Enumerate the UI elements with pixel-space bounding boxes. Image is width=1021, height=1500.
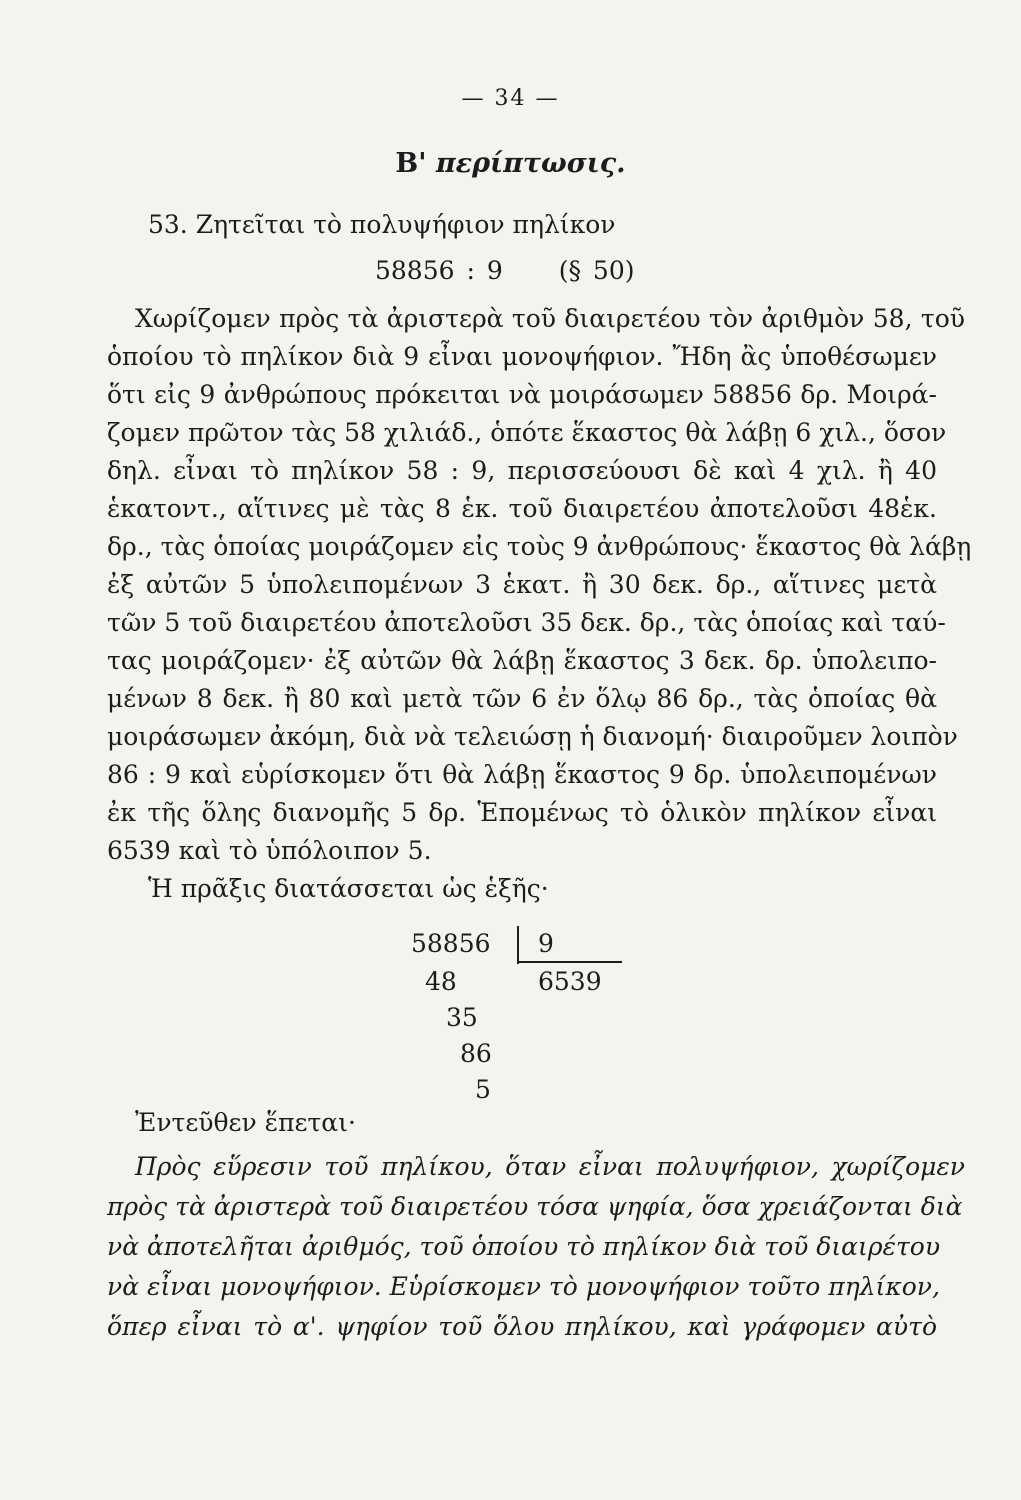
arrangement-intro: Ἡ πρᾶξις διατάσσεται ὡς ἑξῆς· [148, 874, 549, 903]
explanation-line: τῶν 5 τοῦ διαιρετέου ἀποτελοῦσι 35 δεκ. δρ., τὰς ὁποίας καὶ ταύ- [107, 608, 946, 637]
case-heading-prefix: Β' [395, 148, 427, 179]
problem-statement: 53. Ζητεῖται τὸ πολυψήφιον πηλίκον [148, 210, 616, 239]
explanation-line: Χωρίζομεν πρὸς τὰ ἀριστερὰ τοῦ διαιρετέου τὸν ἀριθμὸν 58, τοῦ [135, 304, 965, 333]
rule-line: νὰ εἶναι μονοψήφιον. Εὑρίσκομεν τὸ μονοψήφιον τοῦτο πηλίκον, [107, 1272, 940, 1301]
rule-line: Πρὸς εὕρεσιν τοῦ πηλίκου, ὅταν εἶναι πολυψήφιον, χωρίζομεν [135, 1152, 965, 1181]
explanation-line: ἐξ αὐτῶν 5 ὑπολειπομένων 3 ἑκατ. ἢ 30 δεκ. δρ., αἵτινες μετὰ [107, 570, 937, 599]
explanation-line: ζομεν πρῶτον τὰς 58 χιλιάδ., ὁπότε ἕκαστος θὰ λάβῃ 6 χιλ., ὅσον [107, 418, 947, 447]
explanation-line: ἐκ τῆς ὅλης διανομῆς 5 δρ. Ἑπομένως τὸ ὁλικὸν πηλίκον εἶναι [107, 798, 937, 827]
section-reference: (§ 50) [558, 256, 635, 285]
rule-line: νὰ ἀποτελῆται ἀριθμός, τοῦ ὁποίου τὸ πηλίκον διὰ τοῦ διαιρέτου [107, 1232, 941, 1261]
division-divisor: 9 [538, 929, 554, 958]
explanation-line: δρ., τὰς ὁποίας μοιράζομεν εἰς τοὺς 9 ἀνθρώπους· ἕκαστος θὰ λάβῃ [107, 532, 972, 561]
explanation-line: 6539 καὶ τὸ ὑπόλοιπον 5. [107, 836, 432, 865]
division-step: 86 [460, 1039, 492, 1068]
conclusion-intro: Ἐντεῦθεν ἕπεται· [135, 1108, 356, 1137]
division-step: 48 [425, 967, 457, 996]
explanation-line: ὁποίου τὸ πηλίκον διὰ 9 εἶναι μονοψήφιον. Ἤδη ἂς ὑποθέσωμεν [107, 342, 937, 371]
division-remainder: 5 [475, 1075, 491, 1104]
explanation-line: τας μοιράζομεν· ἐξ αὐτῶν θὰ λάβῃ ἕκαστος 3 δεκ. δρ. ὑπολειπο- [107, 646, 937, 675]
explanation-line: μοιράσωμεν ἀκόμη, διὰ νὰ τελειώσῃ ἡ διανομή· διαιροῦμεν λοιπὸν [107, 722, 958, 751]
rule-line: πρὸς τὰ ἀριστερὰ τοῦ διαιρετέου τόσα ψηφία, ὅσα χρειάζονται διὰ [107, 1192, 963, 1221]
page-number: — 34 — [461, 86, 560, 111]
case-heading [0, 148, 1021, 179]
division-vertical-bar [517, 926, 519, 964]
division-underline [517, 961, 622, 963]
rule-line: ὅπερ εἶναι τὸ α'. ψηφίον τοῦ ὅλου πηλίκου, καὶ γράφομεν αὐτὸ [107, 1312, 937, 1341]
explanation-line: ὅτι εἰς 9 ἀνθρώπους πρόκειται νὰ μοιράσωμεν 58856 δρ. Μοιρά- [107, 380, 937, 409]
explanation-line: δηλ. εἶναι τὸ πηλίκον 58 : 9, περισσεύουσι δὲ καὶ 4 χιλ. ἢ 40 [107, 456, 937, 485]
explanation-line: 86 : 9 καὶ εὑρίσκομεν ὅτι θὰ λάβῃ ἕκαστος 9 δρ. ὑπολειπομένων [107, 760, 937, 789]
division-step: 35 [446, 1003, 478, 1032]
division-dividend: 58856 [411, 929, 491, 958]
explanation-line: ἑκατοντ., αἵτινες μὲ τὰς 8 ἑκ. τοῦ διαιρετέου ἀποτελοῦσι 48ἑκ. [107, 494, 937, 523]
division-quotient: 6539 [538, 967, 602, 996]
case-heading-title: περίπτωσις. [435, 148, 626, 179]
explanation-line: μένων 8 δεκ. ἢ 80 καὶ μετὰ τῶν 6 ἐν ὅλῳ 86 δρ., τὰς ὁποίας θὰ [107, 684, 937, 713]
formula [375, 256, 634, 285]
formula-expression: 58856 : 9 [375, 256, 503, 285]
